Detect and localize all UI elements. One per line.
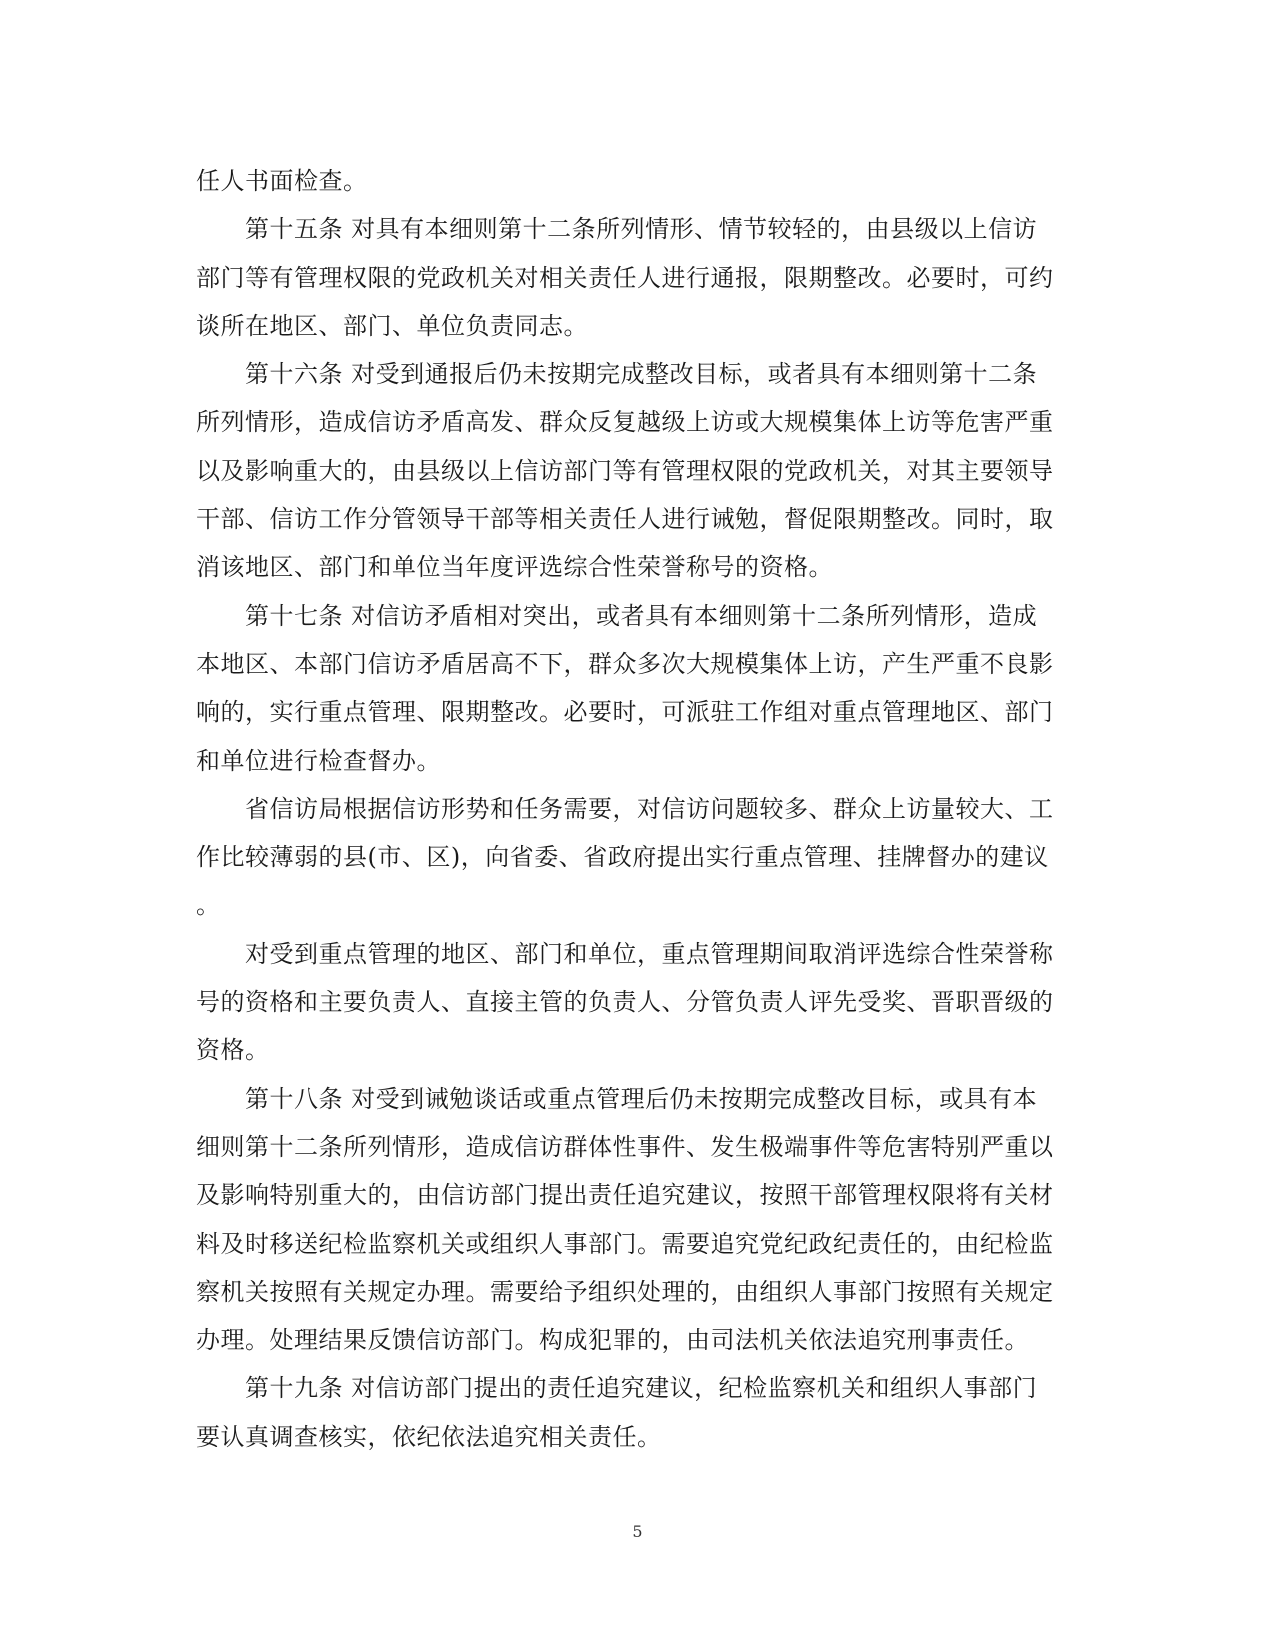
text-line: 部门等有管理权限的党政机关对相关责任人进行通报，限期整改。必要时，可约 [196,263,1054,292]
text-line: 及影响特别重大的，由信访部门提出责任追究建议，按照干部管理权限将有关材 [196,1181,1054,1210]
text-line: 第十六条 对受到通报后仍未按期完成整改目标，或者具有本细则第十二条 [245,360,1038,389]
text-line: 对受到重点管理的地区、部门和单位，重点管理期间取消评选综合性荣誉称 [245,939,1054,968]
text-line: 消该地区、部门和单位当年度评选综合性荣誉称号的资格。 [196,553,833,582]
text-line: 资格。 [196,1036,270,1065]
text-line: 第十七条 对信访矛盾相对突出，或者具有本细则第十二条所列情形，造成 [245,601,1038,630]
text-line: 省信访局根据信访形势和任务需要，对信访问题较多、群众上访量较大、工 [245,794,1054,823]
text-line: 本地区、本部门信访矛盾居高不下，群众多次大规模集体上访，产生严重不良影 [196,649,1054,678]
text-line: 第十九条 对信访部门提出的责任追究建议，纪检监察机关和组织人事部门 [245,1374,1038,1403]
text-line: 任人书面检查。 [196,167,368,195]
page-number: 5 [632,1522,643,1541]
text-line: 干部、信访工作分管领导干部等相关责任人进行诫勉，督促限期整改。同时，取 [196,505,1054,534]
text-line: 。 [196,891,221,920]
text-line: 料及时移送纪检监察机关或组织人事部门。需要追究党纪政纪责任的，由纪检监 [196,1229,1054,1258]
text-line: 响的，实行重点管理、限期整改。必要时，可派驻工作组对重点管理地区、部门 [196,698,1054,727]
text-line: 察机关按照有关规定办理。需要给予组织处理的，由组织人事部门按照有关规定 [196,1277,1054,1306]
text-line: 要认真调查核实，依纪依法追究相关责任。 [196,1422,662,1451]
text-line: 第十五条 对具有本细则第十二条所列情形、情节较轻的，由县级以上信访 [245,215,1038,244]
document-body [196,157,1076,1461]
text-line: 所列情形，造成信访矛盾高发、群众反复越级上访或大规模集体上访等危害严重 [196,408,1054,437]
text-line: 办理。处理结果反馈信访部门。构成犯罪的，由司法机关依法追究刑事责任。 [196,1326,1029,1355]
text-line: 作比较薄弱的县(市、区)，向省委、省政府提出实行重点管理、挂牌督办的建议 [196,843,1049,872]
text-line: 以及影响重大的，由县级以上信访部门等有管理权限的党政机关，对其主要领导 [196,456,1054,485]
text-line: 第十八条 对受到诫勉谈话或重点管理后仍未按期完成整改目标，或具有本 [245,1084,1038,1113]
text-line: 谈所在地区、部门、单位负责同志。 [196,311,588,340]
text-line: 和单位进行检查督办。 [196,746,441,775]
text-line: 细则第十二条所列情形，造成信访群体性事件、发生极端事件等危害特别严重以 [196,1132,1054,1161]
text-line: 号的资格和主要负责人、直接主管的负责人、分管负责人评先受奖、晋职晋级的 [196,988,1054,1017]
